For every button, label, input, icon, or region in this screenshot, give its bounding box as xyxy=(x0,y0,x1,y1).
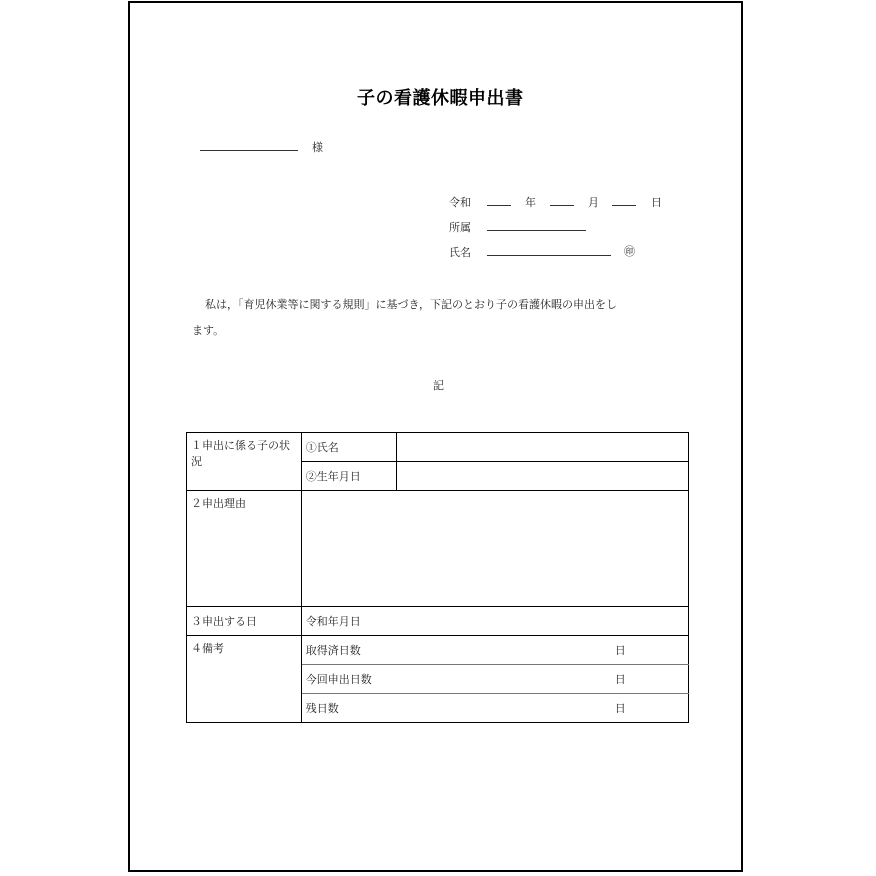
request-date-value: 令和年月日 xyxy=(305,615,361,628)
body-line-1: 私は，「育児休業等に関する規則」に基づき，下記のとおり子の看護休暇の申出をし xyxy=(205,298,618,311)
request-date-header-label: ３申出する日 xyxy=(191,615,257,628)
child-status-header xyxy=(187,433,302,491)
year-line[interactable] xyxy=(487,205,511,206)
day-line[interactable] xyxy=(612,205,636,206)
ki-heading: 記 xyxy=(433,379,444,392)
application-table xyxy=(186,432,689,723)
table-row xyxy=(187,636,689,665)
date-era: 令和 xyxy=(449,196,471,209)
month-label: 月 xyxy=(588,196,599,209)
month-line[interactable] xyxy=(550,205,574,206)
seal-mark: ㊞ xyxy=(624,245,635,258)
child-status-header-label: １申出に係る子の状況 xyxy=(191,439,290,468)
days-taken-label: 取得済日数 xyxy=(305,644,361,657)
days-requested-row[interactable] xyxy=(301,665,688,694)
addressee-suffix: 様 xyxy=(312,141,323,154)
days-requested-unit: 日 xyxy=(614,673,626,686)
table-row xyxy=(187,607,689,636)
name-line[interactable] xyxy=(487,255,611,256)
days-taken-row[interactable] xyxy=(301,636,688,665)
body-line-2: ます。 xyxy=(192,324,225,337)
days-remaining-unit: 日 xyxy=(614,702,626,715)
reason-input[interactable] xyxy=(301,491,688,607)
addressee-line[interactable] xyxy=(200,150,298,151)
remarks-header xyxy=(187,636,302,723)
child-name-label-cell xyxy=(301,433,396,462)
reason-header xyxy=(187,491,302,607)
child-name-label: ①氏名 xyxy=(305,441,339,454)
table-row xyxy=(187,433,689,462)
request-date-header xyxy=(187,607,302,636)
year-label: 年 xyxy=(525,196,536,209)
affiliation-line[interactable] xyxy=(487,230,586,231)
name-label: 氏名 xyxy=(449,246,471,259)
days-remaining-label: 残日数 xyxy=(305,702,339,715)
remarks-header-label: ４備考 xyxy=(191,642,224,655)
reason-header-label: ２申出理由 xyxy=(191,497,246,510)
days-taken-unit: 日 xyxy=(614,644,626,657)
day-label: 日 xyxy=(651,196,662,209)
document-title: 子の看護休暇申出書 xyxy=(357,88,524,109)
days-remaining-row[interactable] xyxy=(301,694,688,723)
child-name-input[interactable] xyxy=(396,433,688,462)
table-row xyxy=(187,491,689,607)
affiliation-label: 所属 xyxy=(449,221,471,234)
days-requested-label: 今回申出日数 xyxy=(305,673,372,686)
child-birthdate-label: ②生年月日 xyxy=(305,470,361,483)
child-birthdate-label-cell xyxy=(301,462,396,491)
request-date-input[interactable] xyxy=(301,607,688,636)
child-birthdate-input[interactable] xyxy=(396,462,688,491)
